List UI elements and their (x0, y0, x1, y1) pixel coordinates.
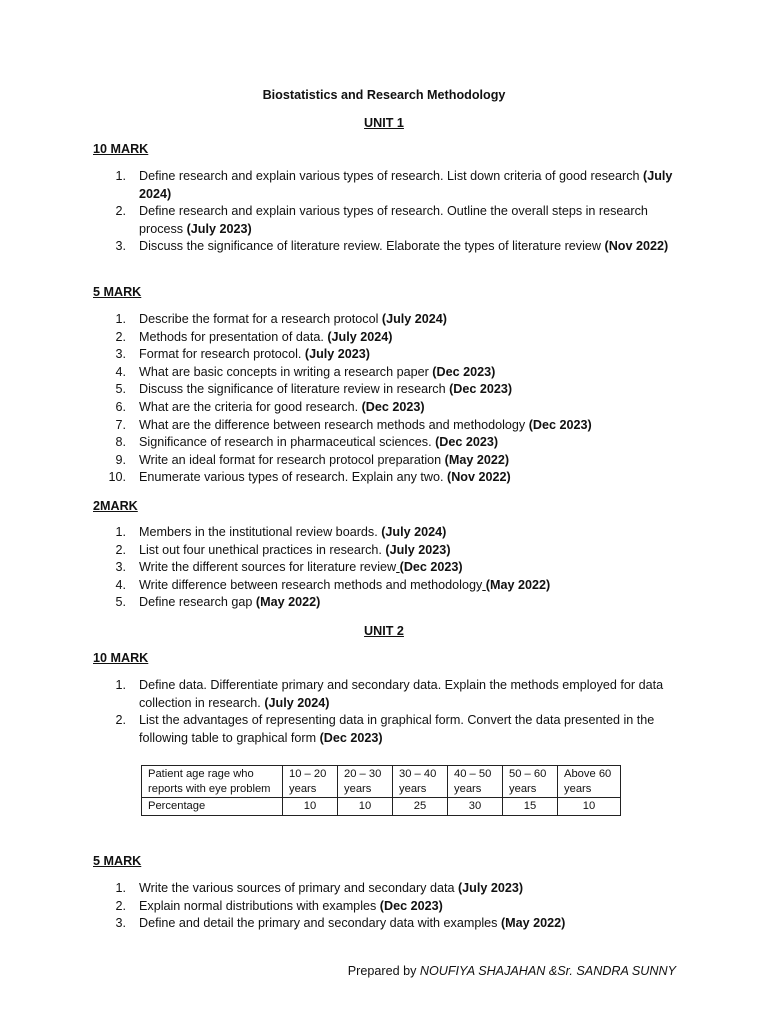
question-text: Define research and explain various types of research. List down criteria of good research (139, 169, 644, 183)
question-item (93, 469, 693, 487)
question-item (93, 381, 693, 399)
exam-date: (Dec 2023) (361, 399, 425, 414)
unit2-5mark-list (93, 880, 693, 933)
exam-date: (May 2022) (444, 452, 510, 467)
table-cell: 10 (338, 798, 393, 816)
question-item (93, 168, 693, 203)
question-item (93, 417, 693, 435)
question-item (93, 524, 693, 542)
exam-date: (Nov 2022) (604, 239, 669, 254)
table-row (142, 798, 621, 816)
question-text: Write the different sources for literature review (139, 560, 397, 575)
question-text: Methods for presentation of data. (139, 329, 328, 344)
exam-date: (July 2024) (381, 525, 447, 539)
question-text: Enumerate various types of research. Explain any two. (139, 470, 447, 485)
question-item (93, 594, 693, 612)
unit1-5mark-heading: 5 MARK (93, 285, 142, 299)
exam-date: (July 2023) (186, 221, 252, 236)
question-text: Discuss the significance of literature review. Elaborate the types of literature review (139, 239, 605, 254)
table-cell: 10 (558, 798, 621, 816)
age-percentage-table (141, 765, 621, 816)
exam-date: (Nov 2022) (447, 470, 511, 485)
table-cell: 50 – 60 years (503, 766, 558, 798)
question-number: 3. (115, 560, 126, 575)
question-number: 2. (115, 713, 126, 728)
exam-date: (July 2023) (385, 542, 451, 557)
question-number: 7. (115, 417, 126, 432)
unit1-2mark-heading: 2MARK (93, 499, 138, 513)
table-cell: 30 – 40 years (393, 766, 448, 798)
question-text: Explain normal distributions with examples (139, 898, 380, 913)
question-number: 3. (115, 239, 126, 254)
table-cell: 25 (393, 798, 448, 816)
unit1-heading (0, 115, 768, 133)
exam-date: (Dec 2023) (319, 730, 383, 745)
footer-authors: NOUFIYA SHAJAHAN &Sr. SANDRA SUNNY (419, 964, 676, 978)
exam-date: (Dec 2023) (528, 417, 592, 432)
question-text: Discuss the significance of literature review in research (139, 382, 450, 397)
question-item (93, 311, 693, 329)
footer-prefix: Prepared by (347, 964, 420, 978)
question-text: What are the difference between research methods and methodology (139, 417, 529, 432)
unit2-heading (0, 623, 768, 641)
question-text: Write difference between research methods and methodology (139, 577, 483, 592)
question-text: Significance of research in pharmaceutical sciences. (139, 435, 436, 450)
question-text: List the advantages of representing data in graphical form. Convert the data presented in the following table to graphical form (139, 713, 655, 745)
question-number: 8. (115, 435, 126, 450)
exam-date: (July 2024) (139, 169, 673, 201)
question-item (93, 677, 693, 712)
table-cell: Patient age rage who reports with eye problem (142, 766, 283, 798)
exam-date: (Dec 2023) (435, 435, 499, 450)
question-item (93, 880, 693, 898)
question-text: Format for research protocol. (139, 347, 305, 362)
exam-date: (July 2024) (381, 312, 447, 326)
unit2-label: UNIT 2 (364, 624, 404, 638)
question-number: 9. (115, 452, 126, 467)
question-item (93, 915, 693, 933)
question-number: 3. (115, 916, 126, 931)
unit2-10mark-list (93, 677, 693, 747)
exam-date: (Dec 2023) (399, 560, 463, 575)
question-item (93, 898, 693, 916)
table-cell: Above 60 years (558, 766, 621, 798)
question-text: Write an ideal format for research protocol preparation (139, 452, 445, 467)
question-number: 3. (115, 347, 126, 362)
question-text: Members in the institutional review boards. (139, 525, 382, 539)
exam-date: (July 2023) (304, 347, 370, 362)
question-text: List out four unethical practices in research. (139, 542, 386, 557)
question-item (93, 577, 693, 595)
exam-date: (July 2024) (264, 695, 330, 710)
unit1-10mark-list (93, 168, 693, 256)
question-text: Write the various sources of primary and secondary data (139, 881, 458, 895)
unit2-10mark-heading: 10 MARK (93, 651, 149, 665)
table-cell: 30 (448, 798, 503, 816)
question-item (93, 203, 693, 238)
table-header-row (142, 766, 621, 798)
footer-credit (348, 963, 676, 981)
question-item (93, 434, 693, 452)
question-number: 1. (115, 169, 126, 183)
question-number: 2. (115, 898, 126, 913)
exam-date: (May 2022) (500, 916, 566, 931)
question-number: 1. (115, 312, 126, 326)
exam-date: (Dec 2023) (449, 382, 513, 397)
question-number: 1. (115, 881, 126, 895)
question-item (93, 238, 693, 256)
exam-date: (Dec 2023) (379, 898, 443, 913)
question-text: Define data. Differentiate primary and secondary data. Explain the methods employed for data collection in research. (139, 678, 664, 710)
question-number: 1. (115, 525, 126, 539)
question-number: 5. (115, 595, 126, 610)
question-number: 6. (115, 399, 126, 414)
exam-date: (July 2024) (327, 329, 393, 344)
question-text: Describe the format for a research protocol (139, 312, 382, 326)
question-text: What are basic concepts in writing a research paper (139, 364, 433, 379)
table-cell: 10 (283, 798, 338, 816)
question-text: Define and detail the primary and secondary data with examples (139, 916, 501, 931)
table-cell: 20 – 30 years (338, 766, 393, 798)
question-item (93, 329, 693, 347)
question-number: 5. (115, 382, 126, 397)
unit1-10mark-heading: 10 MARK (93, 142, 149, 156)
table-cell: Percentage (142, 798, 283, 816)
question-item (93, 452, 693, 470)
exam-date: (May 2022) (255, 595, 321, 610)
exam-date: (May 2022) (485, 577, 551, 592)
question-number: 4. (115, 364, 126, 379)
unit1-2mark-list (93, 524, 693, 612)
question-number: 1. (115, 678, 126, 692)
question-number: 2. (115, 329, 126, 344)
question-item (93, 712, 693, 747)
table-cell: 40 – 50 years (448, 766, 503, 798)
question-text: What are the criteria for good research. (139, 399, 362, 414)
question-item (93, 542, 693, 560)
document-title: Biostatistics and Research Methodology (262, 88, 506, 102)
question-number: 2. (115, 204, 126, 219)
exam-date: (July 2023) (457, 881, 524, 895)
question-number: 2. (115, 542, 126, 557)
exam-date: (Dec 2023) (432, 364, 496, 379)
question-item (93, 399, 693, 417)
question-text: Define research and explain various types of research. Outline the overall steps in research process (139, 204, 648, 236)
question-item (93, 559, 693, 577)
question-number: 4. (115, 577, 126, 592)
unit2-5mark-heading: 5 MARK (93, 854, 142, 868)
table-cell: 10 – 20 years (283, 766, 338, 798)
unit1-5mark-list (93, 311, 693, 487)
unit1-label: UNIT 1 (364, 116, 404, 130)
question-number: 10. (108, 470, 126, 485)
table-cell: 15 (503, 798, 558, 816)
question-text: Define research gap (139, 595, 256, 610)
question-item (93, 346, 693, 364)
question-item (93, 364, 693, 382)
